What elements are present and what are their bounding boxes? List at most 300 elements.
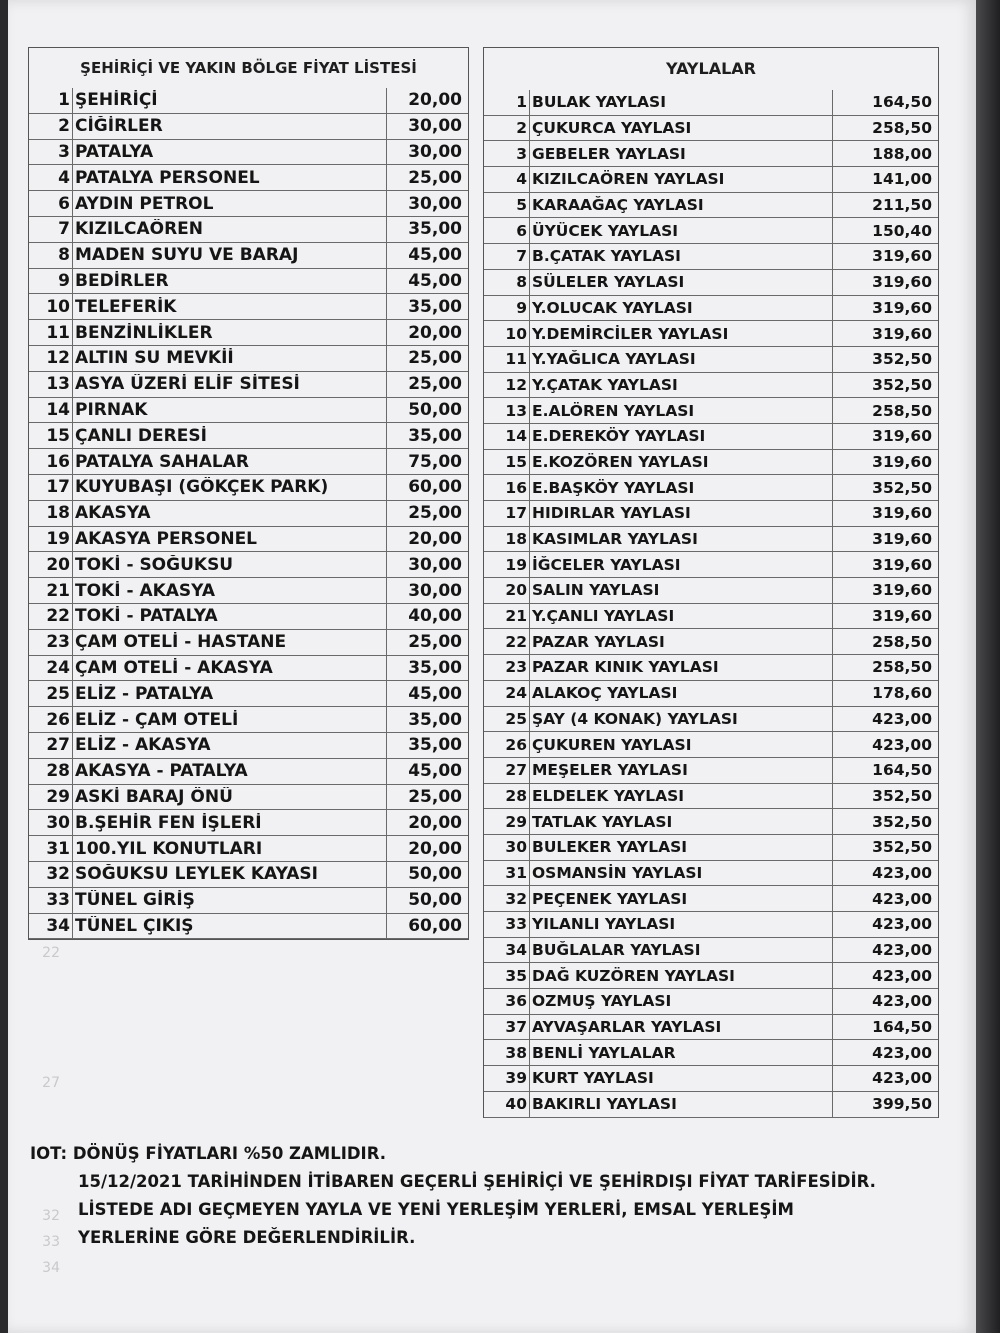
row-number: 15 bbox=[484, 450, 530, 475]
city-price-row bbox=[29, 656, 468, 682]
row-number: 31 bbox=[29, 836, 73, 861]
location-name: AYVAŞARLAR YAYLASI bbox=[532, 1018, 722, 1037]
row-number: 17 bbox=[484, 501, 530, 526]
price-value: 35,00 bbox=[386, 423, 468, 448]
city-price-row bbox=[29, 785, 468, 811]
row-number: 6 bbox=[29, 191, 73, 216]
price-value: 319,60 bbox=[832, 424, 938, 449]
row-number: 14 bbox=[484, 424, 530, 449]
location-name: MEŞELER YAYLASI bbox=[532, 761, 688, 780]
location-name: BULEKER YAYLASI bbox=[532, 838, 688, 857]
row-number: 9 bbox=[484, 296, 530, 321]
plateau-price-row bbox=[484, 707, 938, 733]
row-number: 22 bbox=[484, 629, 530, 654]
city-price-row bbox=[29, 114, 468, 140]
row-number: 13 bbox=[29, 372, 73, 397]
price-value: 319,60 bbox=[832, 604, 938, 629]
row-number: 27 bbox=[29, 733, 73, 758]
plateau-price-row bbox=[484, 193, 938, 219]
price-value: 423,00 bbox=[832, 1066, 938, 1091]
row-number: 30 bbox=[29, 810, 73, 835]
price-value: 150,40 bbox=[832, 218, 938, 243]
row-number: 11 bbox=[29, 320, 73, 345]
row-number: 4 bbox=[29, 165, 73, 190]
plateau-price-row bbox=[484, 655, 938, 681]
row-number: 3 bbox=[29, 140, 73, 165]
notes-section bbox=[30, 1140, 960, 1252]
row-number: 18 bbox=[29, 501, 73, 526]
price-value: 50,00 bbox=[386, 398, 468, 423]
note-line-3: LİSTEDE ADI GEÇMEYEN YAYLA VE YENİ YERLEŞİM YERLERİ, EMSAL YERLEŞİM bbox=[78, 1200, 794, 1219]
location-name: ALTIN SU MEVKİİ bbox=[75, 348, 234, 369]
row-number: 12 bbox=[484, 373, 530, 398]
price-value: 319,60 bbox=[832, 578, 938, 603]
city-price-row bbox=[29, 165, 468, 191]
row-number: 21 bbox=[29, 578, 73, 603]
row-number: 37 bbox=[484, 1015, 530, 1040]
row-number: 19 bbox=[484, 552, 530, 577]
row-number: 14 bbox=[29, 398, 73, 423]
plateau-price-table-title: YAYLALAR bbox=[666, 59, 756, 78]
price-value: 75,00 bbox=[386, 449, 468, 474]
price-value: 30,00 bbox=[386, 191, 468, 216]
price-value: 45,00 bbox=[386, 243, 468, 268]
plateau-price-row bbox=[484, 732, 938, 758]
location-name: ÇANLI DERESİ bbox=[75, 425, 207, 446]
price-value: 319,60 bbox=[832, 321, 938, 346]
ghost-number: 22 bbox=[42, 945, 60, 961]
price-value: 25,00 bbox=[386, 785, 468, 810]
city-price-row bbox=[29, 681, 468, 707]
row-number: 9 bbox=[29, 269, 73, 294]
row-number: 5 bbox=[484, 193, 530, 218]
location-name: B.ŞEHİR FEN İŞLERİ bbox=[75, 812, 262, 833]
row-number: 20 bbox=[29, 552, 73, 577]
location-name: BEDİRLER bbox=[75, 270, 169, 291]
city-price-row bbox=[29, 527, 468, 553]
location-name: E.BAŞKÖY YAYLASI bbox=[532, 478, 695, 497]
price-value: 423,00 bbox=[832, 938, 938, 963]
row-number: 19 bbox=[29, 527, 73, 552]
price-value: 164,50 bbox=[832, 90, 938, 115]
location-name: ÇAM OTELİ - HASTANE bbox=[75, 632, 287, 653]
location-name: 100.YIL KONUTLARI bbox=[75, 838, 263, 859]
plateau-price-row bbox=[484, 475, 938, 501]
price-value: 25,00 bbox=[386, 372, 468, 397]
ghost-number: 34 bbox=[42, 1260, 60, 1276]
location-name: E.KOZÖREN YAYLASI bbox=[532, 452, 709, 471]
row-number: 3 bbox=[484, 141, 530, 166]
plateau-price-row bbox=[484, 321, 938, 347]
plateau-price-row bbox=[484, 90, 938, 116]
location-name: OSMANSİN YAYLASI bbox=[532, 863, 703, 882]
plateau-price-row bbox=[484, 424, 938, 450]
plateau-price-row bbox=[484, 552, 938, 578]
price-value: 352,50 bbox=[832, 835, 938, 860]
row-number: 13 bbox=[484, 398, 530, 423]
row-number: 27 bbox=[484, 758, 530, 783]
price-value: 352,50 bbox=[832, 784, 938, 809]
row-number: 2 bbox=[29, 114, 73, 139]
location-name: KUYUBAŞI (GÖKÇEK PARK) bbox=[75, 477, 329, 498]
price-value: 30,00 bbox=[386, 552, 468, 577]
row-number: 12 bbox=[29, 346, 73, 371]
price-value: 423,00 bbox=[832, 963, 938, 988]
row-number: 24 bbox=[484, 681, 530, 706]
ghost-number: 33 bbox=[42, 1234, 60, 1250]
location-name: ELDELEK YAYLASI bbox=[532, 786, 685, 805]
plateau-price-row bbox=[484, 784, 938, 810]
price-value: 423,00 bbox=[832, 732, 938, 757]
plateau-price-row bbox=[484, 527, 938, 553]
location-name: TOKİ - AKASYA bbox=[75, 580, 216, 601]
plateau-price-row bbox=[484, 1092, 938, 1118]
price-value: 45,00 bbox=[386, 269, 468, 294]
plateau-price-rows bbox=[484, 90, 938, 1118]
row-number: 17 bbox=[29, 475, 73, 500]
row-number: 33 bbox=[484, 912, 530, 937]
plateau-price-row bbox=[484, 270, 938, 296]
price-value: 423,00 bbox=[832, 861, 938, 886]
price-value: 211,50 bbox=[832, 193, 938, 218]
price-value: 141,00 bbox=[832, 167, 938, 192]
plateau-price-row bbox=[484, 938, 938, 964]
location-name: ELİZ - PATALYA bbox=[75, 683, 214, 704]
row-number: 39 bbox=[484, 1066, 530, 1091]
price-list-paper bbox=[8, 0, 976, 1333]
row-number: 21 bbox=[484, 604, 530, 629]
location-name: KASIMLAR YAYLASI bbox=[532, 530, 698, 549]
row-number: 30 bbox=[484, 835, 530, 860]
city-price-table-title: ŞEHİRİÇİ VE YAKIN BÖLGE FİYAT LİSTESİ bbox=[80, 59, 417, 77]
plateau-price-row bbox=[484, 835, 938, 861]
plateau-price-row bbox=[484, 963, 938, 989]
plateau-price-row bbox=[484, 629, 938, 655]
location-name: ÇUKUREN YAYLASI bbox=[532, 735, 692, 754]
location-name: TÜNEL GİRİŞ bbox=[75, 890, 195, 911]
location-name: Y.ÇANLI YAYLASI bbox=[532, 607, 675, 626]
plateau-price-row bbox=[484, 167, 938, 193]
row-number: 10 bbox=[484, 321, 530, 346]
location-name: SALIN YAYLASI bbox=[532, 581, 660, 600]
city-price-row bbox=[29, 888, 468, 914]
plateau-price-row bbox=[484, 141, 938, 167]
row-number: 23 bbox=[484, 655, 530, 680]
location-name: PATALYA SAHALAR bbox=[75, 451, 249, 472]
price-value: 352,50 bbox=[832, 809, 938, 834]
location-name: YILANLI YAYLASI bbox=[532, 915, 676, 934]
row-number: 16 bbox=[29, 449, 73, 474]
plateau-price-row bbox=[484, 116, 938, 142]
row-number: 38 bbox=[484, 1040, 530, 1065]
price-value: 45,00 bbox=[386, 759, 468, 784]
price-value: 258,50 bbox=[832, 398, 938, 423]
city-price-row bbox=[29, 372, 468, 398]
row-number: 26 bbox=[29, 707, 73, 732]
location-name: E.ALÖREN YAYLASI bbox=[532, 401, 695, 420]
city-price-row bbox=[29, 449, 468, 475]
price-value: 50,00 bbox=[386, 888, 468, 913]
plateau-price-row bbox=[484, 218, 938, 244]
row-number: 32 bbox=[29, 862, 73, 887]
price-value: 258,50 bbox=[832, 116, 938, 141]
location-name: PAZAR KINIK YAYLASI bbox=[532, 658, 719, 677]
row-number: 8 bbox=[29, 243, 73, 268]
location-name: Y.OLUCAK YAYLASI bbox=[532, 298, 693, 317]
plateau-price-row bbox=[484, 450, 938, 476]
price-value: 178,60 bbox=[832, 681, 938, 706]
row-number: 18 bbox=[484, 527, 530, 552]
row-number: 28 bbox=[29, 759, 73, 784]
city-price-row bbox=[29, 320, 468, 346]
price-value: 423,00 bbox=[832, 707, 938, 732]
location-name: TATLAK YAYLASI bbox=[532, 812, 673, 831]
location-name: PEÇENEK YAYLASI bbox=[532, 889, 688, 908]
price-value: 20,00 bbox=[386, 810, 468, 835]
plateau-price-row bbox=[484, 1040, 938, 1066]
row-number: 28 bbox=[484, 784, 530, 809]
location-name: GEBELER YAYLASI bbox=[532, 144, 686, 163]
location-name: BENLİ YAYLALAR bbox=[532, 1043, 676, 1062]
plateau-price-row bbox=[484, 681, 938, 707]
location-name: BAKIRLI YAYLASI bbox=[532, 1095, 677, 1114]
row-number: 20 bbox=[484, 578, 530, 603]
plateau-price-row bbox=[484, 373, 938, 399]
city-price-row bbox=[29, 398, 468, 424]
city-price-row bbox=[29, 191, 468, 217]
location-name: ŞAY (4 KONAK) YAYLASI bbox=[532, 709, 738, 728]
location-name: TOKİ - PATALYA bbox=[75, 606, 218, 627]
price-value: 35,00 bbox=[386, 217, 468, 242]
plateau-price-row bbox=[484, 1015, 938, 1041]
price-value: 352,50 bbox=[832, 347, 938, 372]
plateau-price-row bbox=[484, 604, 938, 630]
location-name: SOĞUKSU LEYLEK KAYASI bbox=[75, 864, 318, 885]
plateau-price-row bbox=[484, 809, 938, 835]
price-value: 423,00 bbox=[832, 886, 938, 911]
row-number: 16 bbox=[484, 475, 530, 500]
price-value: 45,00 bbox=[386, 681, 468, 706]
location-name: BULAK YAYLASI bbox=[532, 93, 666, 112]
price-value: 35,00 bbox=[386, 656, 468, 681]
note-line-4: YERLERİNE GÖRE DEĞERLENDİRİLİR. bbox=[78, 1228, 416, 1247]
price-value: 423,00 bbox=[832, 1040, 938, 1065]
price-value: 60,00 bbox=[386, 475, 468, 500]
price-value: 319,60 bbox=[832, 296, 938, 321]
plateau-price-row bbox=[484, 578, 938, 604]
plateau-price-row bbox=[484, 886, 938, 912]
price-value: 423,00 bbox=[832, 912, 938, 937]
city-price-row bbox=[29, 294, 468, 320]
plateau-price-table bbox=[483, 47, 939, 1118]
row-number: 33 bbox=[29, 888, 73, 913]
city-price-row bbox=[29, 346, 468, 372]
price-value: 60,00 bbox=[386, 914, 468, 939]
city-price-table bbox=[28, 47, 469, 940]
price-value: 40,00 bbox=[386, 604, 468, 629]
row-number: 25 bbox=[484, 707, 530, 732]
price-value: 25,00 bbox=[386, 165, 468, 190]
city-price-row bbox=[29, 733, 468, 759]
price-value: 319,60 bbox=[832, 501, 938, 526]
location-name: OZMUŞ YAYLASI bbox=[532, 992, 672, 1011]
row-number: 25 bbox=[29, 681, 73, 706]
location-name: AKASYA PERSONEL bbox=[75, 528, 258, 549]
price-value: 25,00 bbox=[386, 346, 468, 371]
price-value: 25,00 bbox=[386, 630, 468, 655]
row-number: 34 bbox=[29, 914, 73, 939]
row-number: 29 bbox=[484, 809, 530, 834]
location-name: PATALYA PERSONEL bbox=[75, 167, 260, 188]
location-name: TOKİ - SOĞUKSU bbox=[75, 554, 234, 575]
location-name: ŞEHİRİÇİ bbox=[75, 90, 158, 111]
row-number: 24 bbox=[29, 656, 73, 681]
city-price-row bbox=[29, 269, 468, 295]
price-value: 30,00 bbox=[386, 140, 468, 165]
price-value: 20,00 bbox=[386, 320, 468, 345]
location-name: BUĞLALAR YAYLASI bbox=[532, 941, 701, 960]
city-price-row bbox=[29, 475, 468, 501]
city-price-row bbox=[29, 88, 468, 114]
plateau-price-row bbox=[484, 912, 938, 938]
price-value: 188,00 bbox=[832, 141, 938, 166]
price-value: 258,50 bbox=[832, 629, 938, 654]
ghost-number: 32 bbox=[42, 1208, 60, 1224]
row-number: 34 bbox=[484, 938, 530, 963]
price-value: 352,50 bbox=[832, 475, 938, 500]
location-name: ELİZ - ÇAM OTELİ bbox=[75, 709, 239, 730]
location-name: SÜLELER YAYLASI bbox=[532, 273, 685, 292]
city-price-row bbox=[29, 552, 468, 578]
price-value: 35,00 bbox=[386, 733, 468, 758]
city-price-row bbox=[29, 810, 468, 836]
price-value: 20,00 bbox=[386, 527, 468, 552]
price-value: 50,00 bbox=[386, 862, 468, 887]
location-name: PIRNAK bbox=[75, 399, 148, 420]
city-price-row bbox=[29, 604, 468, 630]
row-number: 35 bbox=[484, 963, 530, 988]
location-name: PATALYA bbox=[75, 141, 154, 162]
plateau-price-row bbox=[484, 398, 938, 424]
price-value: 258,50 bbox=[832, 655, 938, 680]
location-name: Y.ÇATAK YAYLASI bbox=[532, 375, 678, 394]
location-name: Y.YAĞLICA YAYLASI bbox=[532, 350, 696, 369]
location-name: KIZILCAÖREN YAYLASI bbox=[532, 170, 725, 189]
price-value: 25,00 bbox=[386, 501, 468, 526]
row-number: 40 bbox=[484, 1092, 530, 1117]
row-number: 2 bbox=[484, 116, 530, 141]
price-value: 319,60 bbox=[832, 527, 938, 552]
location-name: TÜNEL ÇIKIŞ bbox=[75, 915, 194, 936]
city-price-row bbox=[29, 836, 468, 862]
row-number: 8 bbox=[484, 270, 530, 295]
row-number: 36 bbox=[484, 989, 530, 1014]
plateau-price-row bbox=[484, 501, 938, 527]
row-number: 7 bbox=[484, 244, 530, 269]
plateau-price-row bbox=[484, 244, 938, 270]
location-name: ÇUKURCA YAYLASI bbox=[532, 119, 692, 138]
price-value: 352,50 bbox=[832, 373, 938, 398]
price-value: 30,00 bbox=[386, 578, 468, 603]
price-value: 35,00 bbox=[386, 707, 468, 732]
location-name: ÜYÜCEK YAYLASI bbox=[532, 221, 679, 240]
ghost-number: 27 bbox=[42, 1075, 60, 1091]
row-number: 4 bbox=[484, 167, 530, 192]
location-name: Y.DEMİRCİLER YAYLASI bbox=[532, 324, 729, 343]
location-name: HIDIRLAR YAYLASI bbox=[532, 504, 691, 523]
plateau-price-row bbox=[484, 1066, 938, 1092]
row-number: 22 bbox=[29, 604, 73, 629]
city-price-row bbox=[29, 217, 468, 243]
background-shadow bbox=[976, 0, 1000, 1333]
city-price-row bbox=[29, 501, 468, 527]
city-price-row bbox=[29, 914, 468, 940]
price-value: 423,00 bbox=[832, 989, 938, 1014]
city-price-row bbox=[29, 630, 468, 656]
location-name: AKASYA - PATALYA bbox=[75, 761, 248, 782]
note-line-2: 15/12/2021 TARİHİNDEN İTİBAREN GEÇERLİ ŞEHİRİÇİ VE ŞEHİRDIŞI FİYAT TARİFESİDİR. bbox=[78, 1172, 876, 1191]
location-name: ALAKOÇ YAYLASI bbox=[532, 684, 678, 703]
price-value: 164,50 bbox=[832, 1015, 938, 1040]
city-price-row bbox=[29, 423, 468, 449]
location-name: CİĞİRLER bbox=[75, 116, 163, 137]
row-number: 6 bbox=[484, 218, 530, 243]
price-value: 35,00 bbox=[386, 294, 468, 319]
plateau-price-row bbox=[484, 989, 938, 1015]
price-value: 319,60 bbox=[832, 244, 938, 269]
city-price-row bbox=[29, 140, 468, 166]
location-name: KIZILCAÖREN bbox=[75, 219, 203, 240]
city-price-row bbox=[29, 759, 468, 785]
row-number: 29 bbox=[29, 785, 73, 810]
price-value: 319,60 bbox=[832, 270, 938, 295]
location-name: AYDIN PETROL bbox=[75, 193, 214, 214]
location-name: KARAAĞAÇ YAYLASI bbox=[532, 196, 704, 215]
price-value: 319,60 bbox=[832, 552, 938, 577]
row-number: 15 bbox=[29, 423, 73, 448]
location-name: E.DEREKÖY YAYLASI bbox=[532, 427, 706, 446]
plateau-price-row bbox=[484, 758, 938, 784]
row-number: 11 bbox=[484, 347, 530, 372]
price-value: 20,00 bbox=[386, 836, 468, 861]
location-name: DAĞ KUZÖREN YAYLASI bbox=[532, 966, 735, 985]
row-number: 31 bbox=[484, 861, 530, 886]
location-name: TELEFERİK bbox=[75, 296, 177, 317]
location-name: ASYA ÜZERİ ELİF SİTESİ bbox=[75, 374, 300, 395]
location-name: B.ÇATAK YAYLASI bbox=[532, 247, 681, 266]
row-number: 7 bbox=[29, 217, 73, 242]
plateau-price-row bbox=[484, 347, 938, 373]
city-price-row bbox=[29, 243, 468, 269]
location-name: KURT YAYLASI bbox=[532, 1069, 654, 1088]
price-value: 164,50 bbox=[832, 758, 938, 783]
row-number: 1 bbox=[29, 88, 73, 113]
city-price-row bbox=[29, 578, 468, 604]
row-number: 1 bbox=[484, 90, 530, 115]
location-name: ASKİ BARAJ ÖNÜ bbox=[75, 786, 233, 807]
location-name: BENZİNLİKLER bbox=[75, 322, 213, 343]
price-value: 319,60 bbox=[832, 450, 938, 475]
location-name: AKASYA bbox=[75, 503, 151, 524]
location-name: İĞCELER YAYLASI bbox=[532, 555, 681, 574]
plateau-price-row bbox=[484, 296, 938, 322]
row-number: 10 bbox=[29, 294, 73, 319]
location-name: MADEN SUYU VE BARAJ bbox=[75, 245, 299, 266]
row-number: 23 bbox=[29, 630, 73, 655]
plateau-price-row bbox=[484, 861, 938, 887]
price-value: 30,00 bbox=[386, 114, 468, 139]
note-line-1: IOT: DÖNÜŞ FİYATLARI %50 ZAMLIDIR. bbox=[30, 1144, 386, 1163]
